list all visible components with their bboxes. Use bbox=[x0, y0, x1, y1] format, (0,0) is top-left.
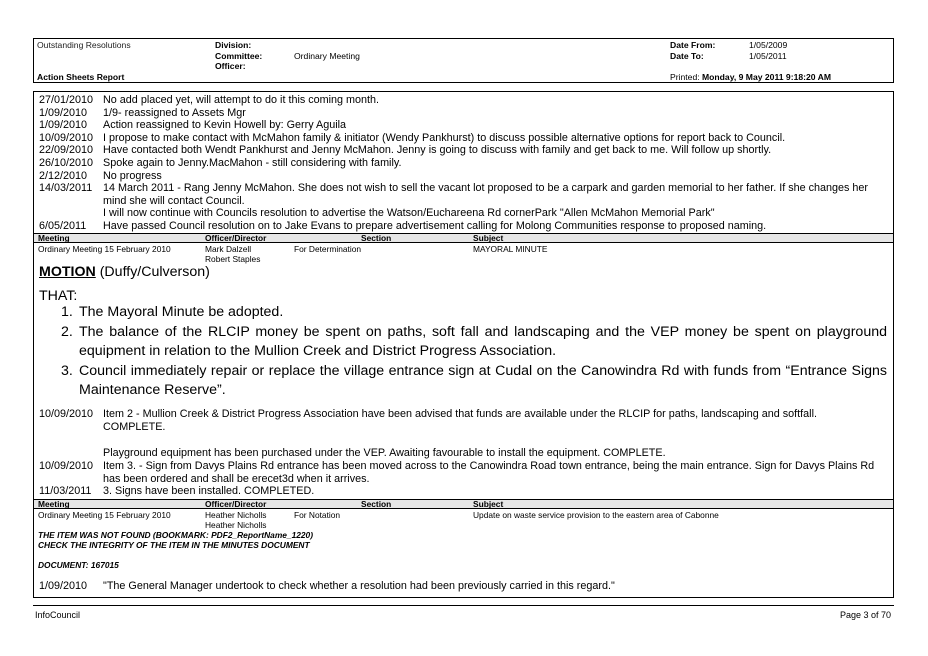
entry-text: No add placed yet, will attempt to do it this coming month. bbox=[103, 94, 380, 106]
committee-label: Committee: bbox=[215, 51, 263, 61]
motion-item-number: 2. bbox=[61, 324, 73, 340]
document-number: DOCUMENT: 167015 bbox=[38, 560, 119, 570]
action-entry-text: 14 March 2011 - Rang Jenny McMahon. She does not wish to sell the vacant lot proposed to be a carpark and garden memorial to her father. If she changes her mind she will contact Council. bbox=[103, 182, 869, 207]
item-column-header bbox=[34, 499, 893, 509]
printed-value: Monday, 9 May 2011 9:18:20 AM bbox=[702, 72, 831, 82]
item-officer: Heather Nicholls bbox=[205, 520, 267, 530]
date-from-label: Date From: bbox=[670, 40, 716, 50]
entry-date: 1/09/2010 bbox=[39, 106, 88, 119]
motion-item-number: 3. bbox=[61, 363, 73, 379]
action-entry-text: I will now continue with Councils resolution to advertise the Watson/Euchareena Rd cornerPark "Allen McMahon Memorial Park" bbox=[103, 207, 715, 220]
printed-info bbox=[670, 72, 831, 82]
motion-that: THAT: bbox=[39, 288, 78, 304]
col-officer: Officer/Director bbox=[205, 233, 267, 243]
entry-text: Action reassigned to Kevin Howell by: Gerry Aguila bbox=[103, 119, 347, 132]
col-subject: Subject bbox=[473, 499, 504, 509]
motion-heading bbox=[39, 264, 210, 281]
integrity-warning: CHECK THE INTEGRITY OF THE ITEM IN THE MINUTES DOCUMENT bbox=[38, 540, 310, 550]
committee-value: Ordinary Meeting bbox=[294, 51, 360, 61]
printed-label: Printed: bbox=[670, 72, 700, 82]
item-section: For Determination bbox=[294, 244, 362, 254]
entry-text: 1/9- reassigned to Assets Mgr bbox=[103, 106, 246, 119]
col-subject: Subject bbox=[473, 233, 504, 243]
entry-date: 10/09/2010 bbox=[39, 131, 94, 144]
item-column-header bbox=[34, 233, 893, 243]
entry-text: "The General Manager undertook to check whether a resolution had been previously carried in this regard." bbox=[103, 580, 615, 592]
entry-date: 2/12/2010 bbox=[39, 169, 88, 182]
action-entry-date: 14/03/2011 bbox=[39, 182, 93, 195]
footer-app-name: InfoCouncil bbox=[35, 610, 81, 620]
action-entry-text: Item 3. - Sign from Davys Plains Rd entrance has been moved across to the Canowindra Road town entrance, being the main entrance. Sign for Davys Plains Rd has been ordered and shall be erecet3d when it arrives. bbox=[103, 460, 875, 485]
entry-date: 1/09/2010 bbox=[39, 119, 88, 132]
entry-text: Have contacted both Wendt Pankhurst and Jenny McMahon. Jenny is going to discuss with family and get back to me. Will follow up shortly. bbox=[103, 144, 772, 157]
action-entry-date: 10/09/2010 bbox=[39, 460, 94, 472]
item-meeting: Ordinary Meeting 15 February 2010 bbox=[38, 244, 171, 254]
col-section: Section bbox=[361, 233, 392, 243]
action-entry-date: 10/09/2010 bbox=[39, 408, 94, 420]
col-meeting: Meeting bbox=[38, 233, 70, 243]
entry-date: 6/05/2011 bbox=[39, 220, 87, 232]
entry-text: I propose to make contact with McMahon family & initiator (Wendy Pankhurst) to discuss possible alternative options for report back to Council. bbox=[103, 131, 786, 144]
entry-text: Spoke again to Jenny.MacMahon - still considering with family. bbox=[103, 157, 402, 169]
footer-rule bbox=[33, 605, 894, 606]
motion-item-text: The Mayoral Minute be adopted. bbox=[79, 304, 284, 320]
report-type: Outstanding Resolutions bbox=[37, 40, 131, 50]
entry-date: 26/10/2010 bbox=[39, 157, 94, 169]
entry-date: 27/01/2010 bbox=[39, 94, 94, 106]
date-from-value: 1/05/2009 bbox=[749, 40, 788, 50]
missing-item-warning: THE ITEM WAS NOT FOUND (BOOKMARK: PDF2_ReportName_1220) bbox=[38, 530, 314, 540]
entry-date: 22/09/2010 bbox=[39, 144, 94, 157]
item-officer: Heather Nicholls bbox=[205, 510, 267, 520]
item-officer: Robert Staples bbox=[205, 254, 261, 264]
item-subject: MAYORAL MINUTE bbox=[473, 244, 548, 254]
entry-date: 1/09/2010 bbox=[39, 580, 88, 592]
col-meeting: Meeting bbox=[38, 499, 70, 509]
date-to-label: Date To: bbox=[670, 51, 704, 61]
item-subject: Update on waste service provision to the eastern area of Cabonne bbox=[473, 510, 719, 520]
motion-item-text: Council immediately repair or replace the village entrance sign at Cudal on the Canowindra Rd with funds from “Entrance Signs Maintenance Reserve”. bbox=[79, 363, 887, 398]
date-to-value: 1/05/2011 bbox=[749, 51, 787, 61]
resolutions-body bbox=[33, 91, 894, 598]
item-officer: Mark Dalzell bbox=[205, 244, 252, 254]
item-section: For Notation bbox=[294, 510, 341, 520]
entry-text: Have passed Council resolution on to Jake Evans to prepare advertisement calling for Molong Communities response to proposed naming. bbox=[103, 220, 767, 232]
report-header bbox=[33, 38, 894, 83]
motion-movers: (Duffy/Culverson) bbox=[99, 264, 210, 280]
motion-label: MOTION bbox=[39, 264, 96, 280]
report-title: Action Sheets Report bbox=[37, 72, 125, 82]
action-entry-text: Playground equipment has been purchased under the VEP. Awaiting favourable to install the equipment. COMPLETE. bbox=[103, 447, 666, 459]
officer-label: Officer: bbox=[215, 61, 246, 71]
item-meeting: Ordinary Meeting 15 February 2010 bbox=[38, 510, 171, 520]
page-number: Page 3 of 70 bbox=[840, 610, 892, 620]
division-label: Division: bbox=[215, 40, 252, 50]
motion-item-text: The balance of the RLCIP money be spent on paths, soft fall and landscaping and the VEP money be spent on playground equipment in relation to the Mullion Creek and District Progress Association. bbox=[79, 324, 887, 359]
entry-date: 11/03/2011 bbox=[39, 485, 92, 497]
entry-text: 3. Signs have been installed. COMPLETED. bbox=[103, 485, 315, 497]
col-officer: Officer/Director bbox=[205, 499, 267, 509]
motion-item-number: 1. bbox=[61, 304, 73, 320]
col-section: Section bbox=[361, 499, 392, 509]
action-entry-text: Item 2 - Mullion Creek & District Progress Association have been advised that funds are available under the RLCIP for paths, landscaping and softfall. COMPLETE. bbox=[103, 408, 817, 433]
entry-text: No progress bbox=[103, 169, 162, 182]
